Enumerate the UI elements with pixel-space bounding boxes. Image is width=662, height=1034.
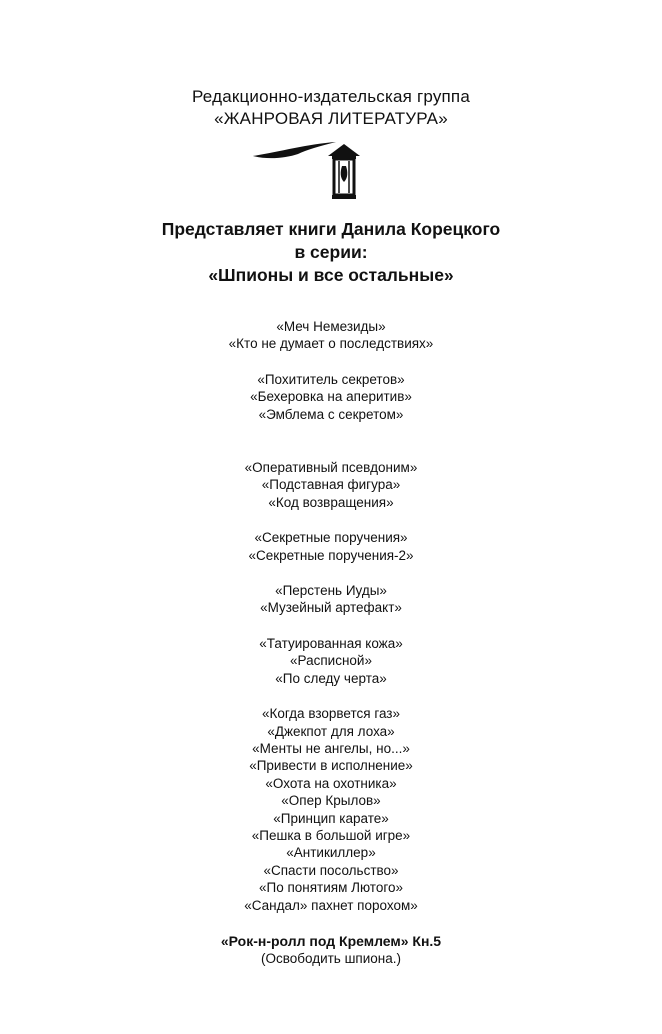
book-title: «Перстень Иуды» bbox=[275, 583, 387, 599]
lantern-roof bbox=[328, 144, 360, 156]
final-book bbox=[0, 932, 662, 968]
book-group bbox=[0, 459, 662, 511]
book-title: «Опер Крылов» bbox=[281, 793, 381, 809]
series-heading bbox=[0, 218, 662, 287]
book-title: «Татуированная кожа» bbox=[259, 635, 403, 651]
publisher-block bbox=[0, 86, 662, 130]
lantern-flame bbox=[341, 166, 348, 182]
book-group bbox=[0, 635, 662, 687]
final-book-subtitle: (Освободить шпиона.) bbox=[260, 951, 401, 966]
book-title: «Привести в исполнение» bbox=[249, 758, 413, 774]
book-title: «Спасти посольство» bbox=[263, 862, 399, 878]
book-title: «Джекпот для лоха» bbox=[267, 723, 395, 739]
book-group bbox=[0, 705, 662, 914]
heading-line-1: Представляет книги Данила Корецкого bbox=[161, 219, 501, 239]
heading-line-2: в серии: bbox=[294, 242, 368, 262]
book-title: «Бехеровка на аперитив» bbox=[250, 389, 412, 405]
book-title: «Принцип карате» bbox=[273, 810, 389, 826]
publisher-line-2: «ЖАНРОВАЯ ЛИТЕРАТУРА» bbox=[214, 109, 448, 128]
book-title: «По понятиям Лютого» bbox=[259, 880, 403, 896]
book-title: «Пешка в большой игре» bbox=[251, 827, 411, 843]
book-title: «Секретные поручения» bbox=[254, 530, 408, 546]
book-title: «Меч Немезиды» bbox=[276, 319, 386, 334]
book-title: «Сандал» пахнет порохом» bbox=[244, 897, 418, 913]
book-title: «Оперативный псевдоним» bbox=[244, 460, 418, 476]
lantern-icon bbox=[248, 136, 378, 206]
book-list bbox=[0, 318, 662, 932]
book-title: «Эмблема с секретом» bbox=[258, 406, 404, 422]
book-title: «Музейный артефакт» bbox=[260, 600, 402, 616]
book-title: «Антикиллер» bbox=[286, 845, 376, 861]
lantern-base bbox=[332, 195, 356, 199]
book-title: «По следу черта» bbox=[275, 670, 387, 686]
book-title: «Когда взорвется газ» bbox=[261, 706, 400, 722]
book-group bbox=[0, 582, 662, 617]
book-group bbox=[0, 371, 662, 423]
book-group bbox=[0, 529, 662, 564]
book-title: «Кто не думает о последствиях» bbox=[228, 336, 434, 352]
book-title: «Код возвращения» bbox=[268, 494, 394, 510]
book-title: «Охота на охотника» bbox=[265, 775, 397, 791]
final-book-title: «Рок-н-ролл под Кремлем» Кн.5 bbox=[220, 933, 442, 949]
publisher-line-1: Редакционно-издательская группа bbox=[192, 87, 470, 106]
book-group bbox=[0, 318, 662, 353]
book-title: «Похититель секретов» bbox=[257, 371, 405, 387]
book-title: «Расписной» bbox=[290, 653, 372, 669]
swoosh-shape bbox=[253, 142, 336, 158]
heading-line-3: «Шпионы и все остальные» bbox=[208, 265, 454, 285]
book-title: «Секретные поручения-2» bbox=[248, 547, 414, 563]
book-title: «Менты не ангелы, но...» bbox=[252, 740, 410, 756]
book-title: «Подставная фигура» bbox=[261, 477, 401, 493]
